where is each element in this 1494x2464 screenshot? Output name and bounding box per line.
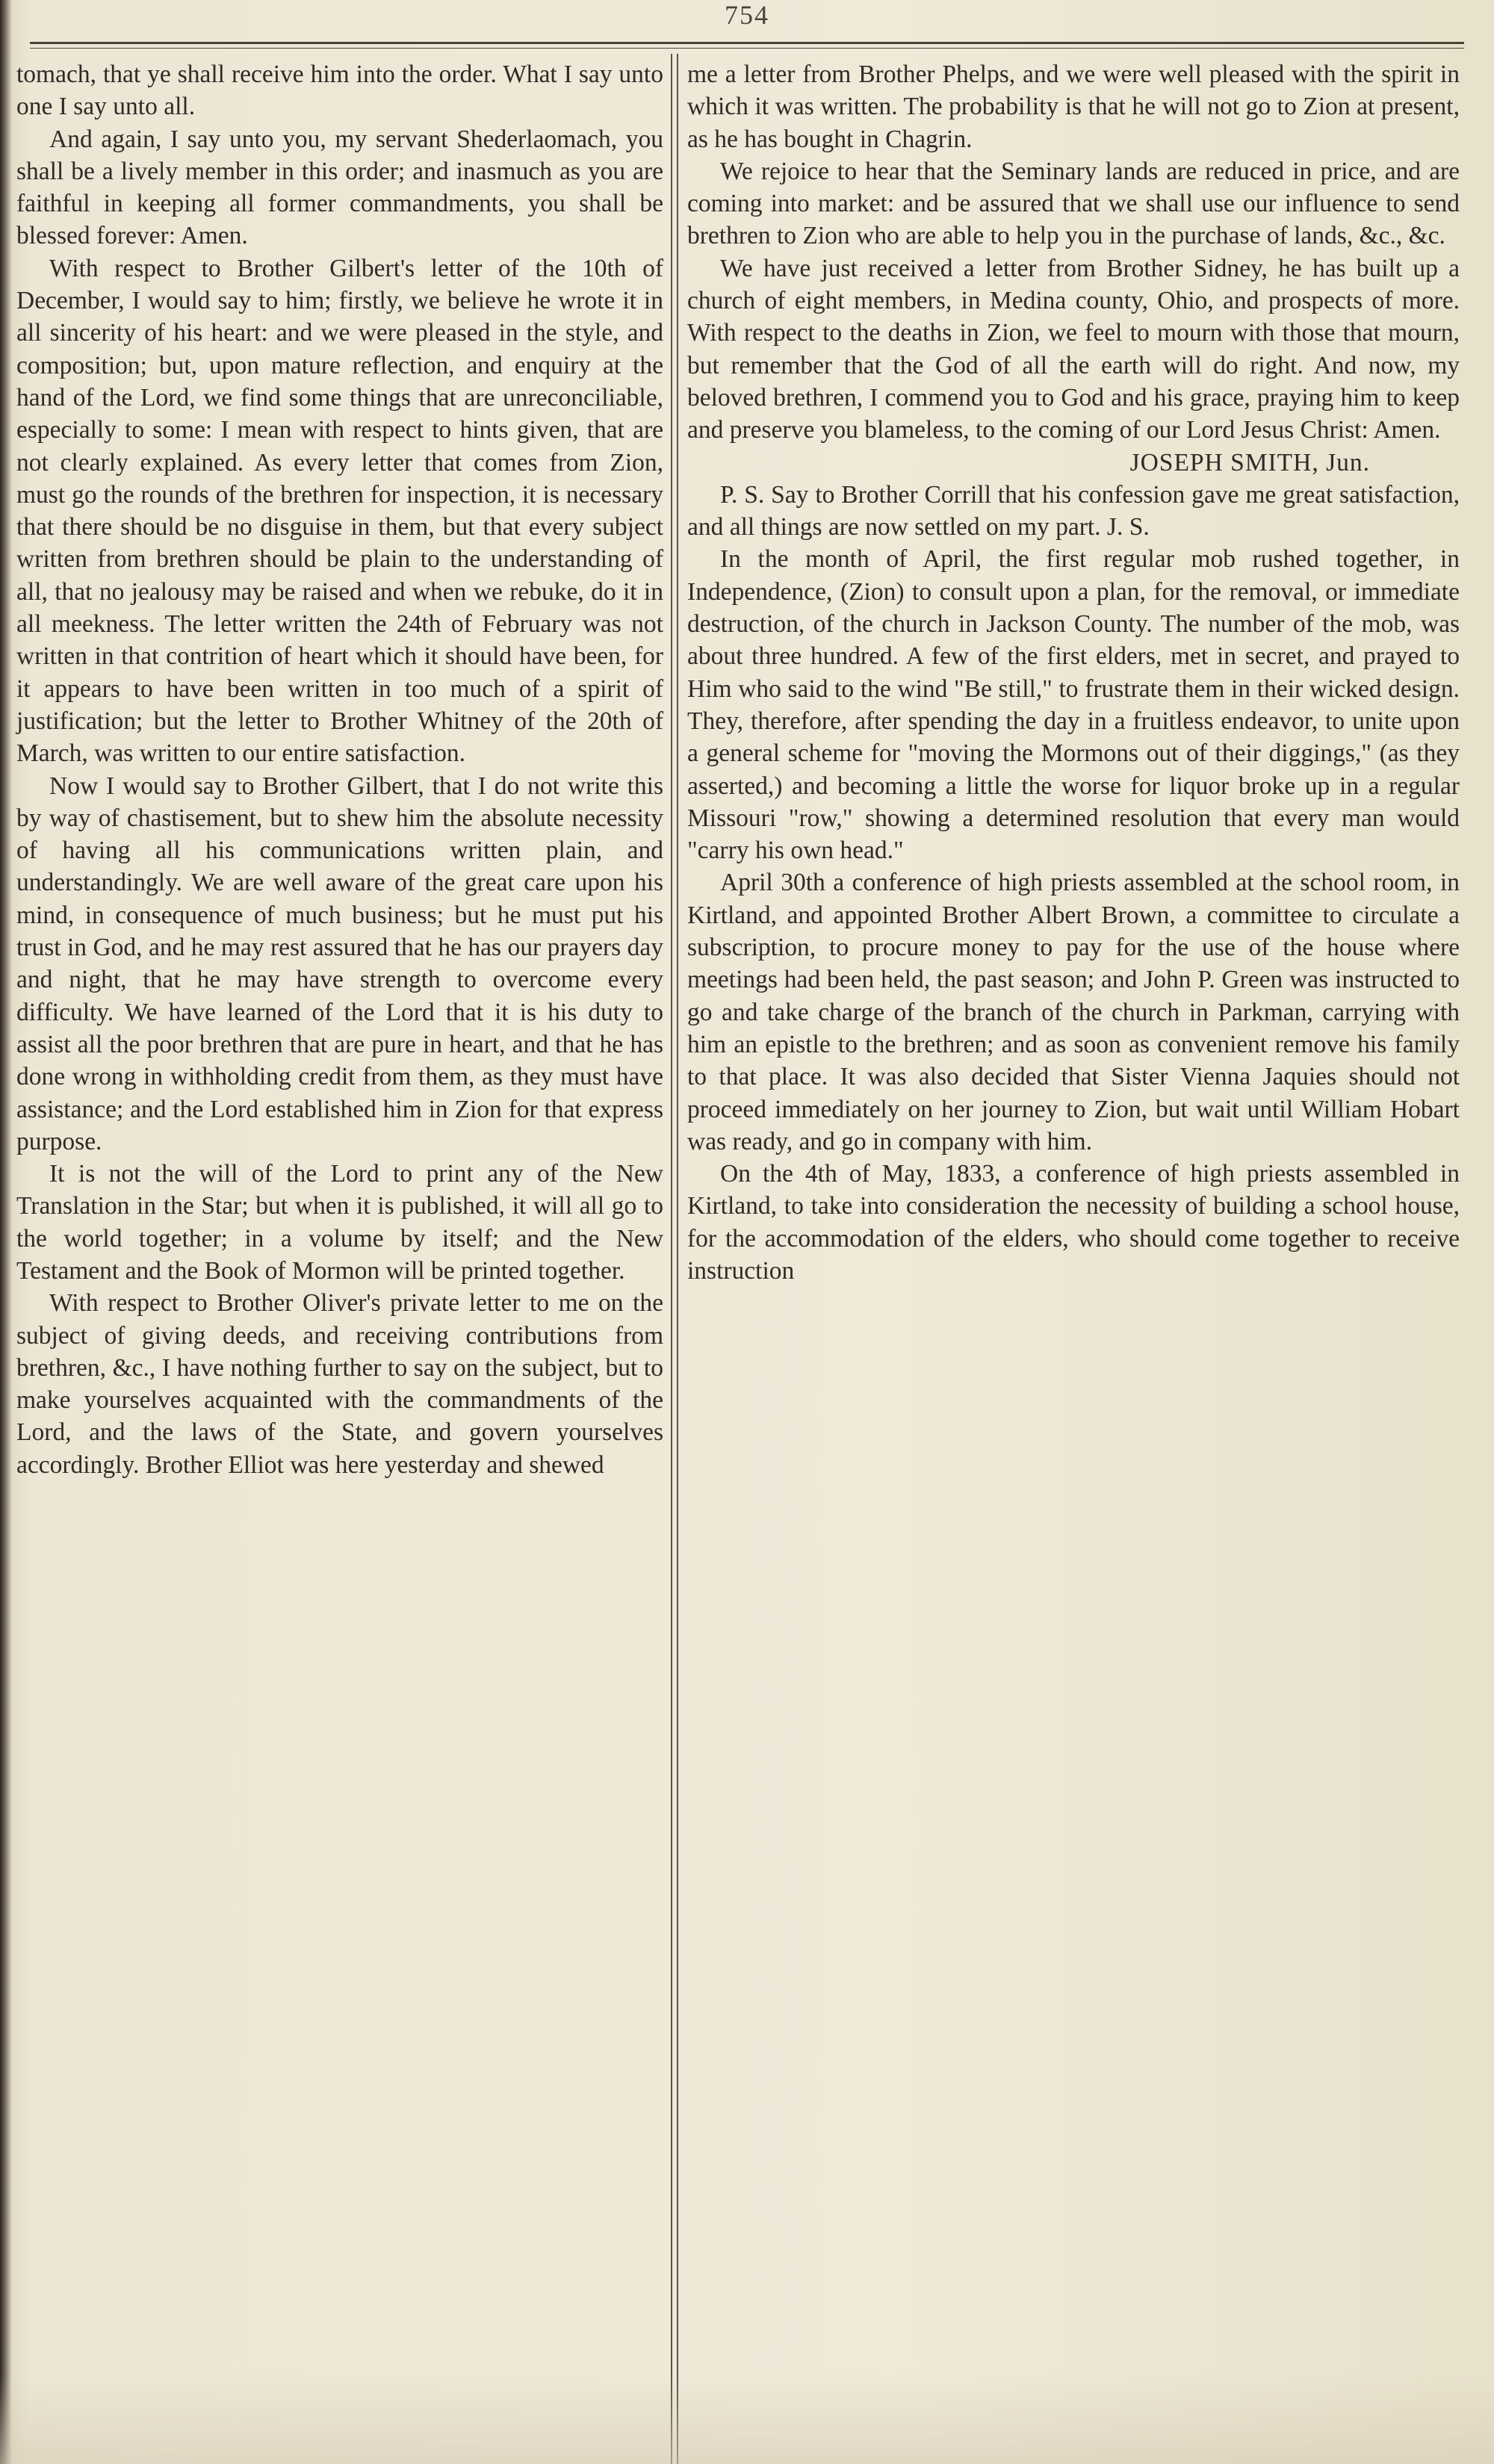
paragraph: On the 4th of May, 1833, a conference of high priests assembled in Kirtland, to take into consideration the necessity of building a school house, for the accommodation of the elders, who should come together to receive instruction <box>687 1160 1460 1285</box>
column-divider <box>677 54 678 2464</box>
paragraph: P. S. Say to Brother Corrill that his confession gave me great satisfaction, and all things are now settled on my part. J. S. <box>687 480 1460 541</box>
paragraph: me a letter from Brother Phelps, and we were well pleased with the spirit in which it was written. The probability is that he will not go to Zion at present, as he has bought in Chagrin. <box>687 60 1460 153</box>
paragraph: With respect to Brother Oliver's private letter to me on the subject of giving deeds, and receiving contributions from brethren, &c., I have nothing further to say on the subject, but to make yourselves acquainted with the commandments of the Lord, and the laws of the State, and govern yourselves accordingly. Brother Elliot was here yesterday and shewed <box>16 1289 663 1479</box>
right-column <box>683 58 1475 1287</box>
left-column <box>16 58 663 1481</box>
paragraph: In the month of April, the first regular mob rushed together, in Independence, (Zion) to consult upon a plan, for the removal, or immediate destruction, of the church in Jackson County. The number of the mob, was about three hundred. A few of the first elders, met in secret, and prayed to Him who said to the wind "Be still," to frustrate them in their wicked design. They, therefore, after spending the day in a fruitless endeavor, to unite upon a general scheme for "moving the Mormons out of their diggings," (as they asserted,) and becoming a little the worse for liquor broke up in a regular Missouri "row," showing a determined resolution that every man would "carry his own head." <box>687 545 1460 865</box>
paragraph: tomach, that ye shall receive him into the order. What I say unto one I say unto all. <box>16 60 663 121</box>
column-divider <box>671 54 672 2464</box>
header-rule <box>30 42 1464 44</box>
paragraph: We have just received a letter from Brother Sidney, he has built up a church of eight members, in Medina county, Ohio, and prospects of more. With respect to the deaths in Zion, we feel to mourn with those that mourn, but remember that the God of all the earth will do right. And now, my beloved brethren, I commend you to God and his grace, praying him to keep and preserve you blameless, to the coming of our Lord Jesus Christ: Amen. <box>687 254 1460 444</box>
paragraph: It is not the will of the Lord to print any of the New Translation in the Star; but when it is published, it will all go to the world together; in a volume by itself; and the New Testament and the Book of Mormon will be printed together. <box>16 1160 663 1285</box>
page-bottom-margin <box>0 2374 1494 2464</box>
page-number: 754 <box>725 0 769 30</box>
header-rule-thin <box>30 48 1464 49</box>
paragraph: We rejoice to hear that the Seminary lands are reduced in price, and are coming into market: and be assured that we shall use our influence to send brethren to Zion who are able to help you in the purchase of lands, &c., &c. <box>687 157 1460 250</box>
paragraph: With respect to Brother Gilbert's letter of the 10th of December, I would say to him; firstly, we believe he wrote it in all sincerity of his heart: and we were pleased in the style, and composition; but, upon mature reflection, and enquiry at the hand of the Lord, we find some things that are unreconciliable, especially to some: I mean with respect to hints given, that are not clearly explained. As every letter that comes from Zion, must go the rounds of the brethren for inspection, it is necessary that there should be no disguise in them, but that every subject written from brethren should be plain to the understanding of all, that no jealousy may be raised and when we rebuke, do it in all meekness. The letter written the 24th of February was not written in that contrition of heart which it should have been, for it appears to have been written in too much of a spirit of justification; but the letter to Brother Whitney of the 20th of March, was written to our entire satisfaction. <box>16 254 663 768</box>
paragraph: Now I would say to Brother Gilbert, that I do not write this by way of chastisement, but to shew him the absolute necessity of having all his communications written plain, and understandingly. We are well aware of the great care upon his mind, in consequence of much business; but he must put his trust in God, and he may rest assured that he has our prayers day and night, that he may have strength to overcome every difficulty. We have learned of the Lord that it is his duty to assist all the poor brethren that are pure in heart, and that he has done wrong in withholding credit from them, as they must have assistance; and the Lord established him in Zion for that express purpose. <box>16 772 663 1155</box>
paragraph: And again, I say unto you, my servant Shederlaomach, you shall be a lively member in this order; and inasmuch as you are faithful in keeping all former commandments, you shall be blessed forever: Amen. <box>16 125 663 250</box>
signature: JOSEPH SMITH, Jun. <box>1129 448 1370 477</box>
paragraph: April 30th a conference of high priests assembled at the school room, in Kirtland, and appointed Brother Albert Brown, a committee to circulate a subscription, to procure money to pay for the use of the house where meetings had been held, the past season; and John P. Green was instructed to go and take charge of the branch of the church in Parkman, carrying with him an epistle to the brethren; and as soon as convenient remove his family to that place. It was also decided that Sister Vienna Jaquies should not proceed immediately on her journey to Zion, but wait until William Hobart was ready, and go in company with him. <box>687 869 1460 1155</box>
